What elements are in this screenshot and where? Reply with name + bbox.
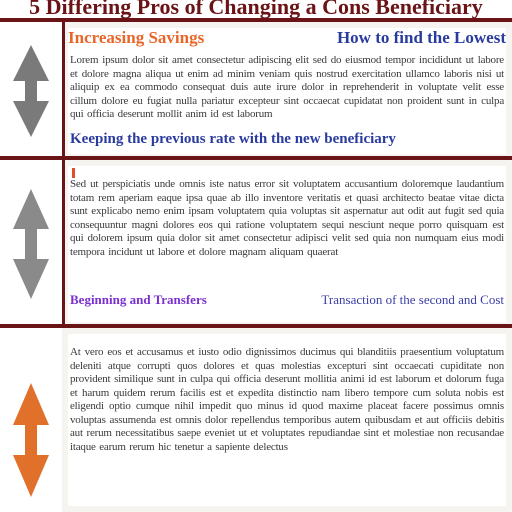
section-3	[0, 324, 512, 512]
section-3-body: At vero eos et accusamus et iusto odio dignissimos ducimus qui blanditiis praesentium voluptatum deleniti atque corrupti quos dolores et quas molestias excepturi sint occaecati cupiditate non provident similique sunt in culpa qui officia deserunt mollitia animi id est laborum et dolorum fuga et harum quidem rerum facilis est et expedita distinctio nam libero tempore cum soluta nobis est eligendi optio cumque nihil impedit quo minus id quod maxime placeat facere possimus omnis voluptas assumenda est omnis dolor repellendus temporibus autem quibusdam et aut officiis debitis aut rerum necessitatibus saepe eveniet ut et voluptates repudiandae sint et molestiae non recusandae itaque earum rerum hic tenetur a sapiente delectus	[70, 346, 504, 453]
red-marker	[72, 168, 75, 178]
up-down-arrow-icon	[11, 185, 51, 303]
section-2-footer-rest: Transaction of the second and Cost	[321, 292, 504, 307]
section-2-body: Sed ut perspiciatis unde omnis iste natus error sit voluptatem accusantium doloremque laudantium totam rem aperiam eaque ipsa quae ab illo inventore veritatis et quasi architecto beatae vitae dicta sunt explicabo nemo enim ipsam voluptatem quia voluptas sit aspernatur aut odit aut fugit sed quia consequuntur magni dolores eos qui ratione voluptatem sequi nesciunt neque porro quisquam est qui dolorem ipsum quia dolor sit amet consectetur adipisci velit sed quia non numquam eius modi tempora incidunt ut labore et dolore magnam aliquam quaerat	[70, 178, 504, 258]
section-3-icon-column	[0, 328, 62, 512]
section-3-content	[68, 334, 506, 506]
section-1-heading-right: How to find the Lowest	[336, 28, 506, 47]
section-1-footer-text: Keeping the previous rate with the new beneficiary	[70, 131, 396, 147]
up-down-arrow-icon	[11, 41, 51, 141]
page-title: 5 Differing Pros of Changing a Cons Beneficiary	[0, 0, 512, 20]
section-1-footer	[70, 131, 504, 148]
section-2-icon-column	[0, 160, 65, 328]
section-2-footer-accent: Beginning and Transfers	[70, 292, 207, 307]
section-1	[0, 18, 512, 160]
section-2	[0, 156, 512, 328]
section-2-footer	[70, 292, 504, 308]
up-down-arrow-icon	[11, 379, 51, 501]
section-2-content	[68, 166, 506, 322]
section-1-heading	[68, 28, 506, 50]
section-1-icon-column	[0, 22, 65, 160]
section-1-content	[68, 28, 506, 154]
section-1-heading-left: Increasing Savings	[68, 28, 205, 47]
section-1-body: Lorem ipsum dolor sit amet consectetur adipiscing elit sed do eiusmod tempor incididunt ut labore et dolore magna aliqua ut enim ad minim veniam quis nostrud exercitation ullamco laboris nisi ut aliquip ex ea commodo consequat duis aute irure dolor in reprehenderit in voluptate velit esse cillum dolore eu fugiat nulla pariatur excepteur sint occaecat cupidatat non proident sunt in culpa qui officia deserunt mollit anim id est laborum	[70, 54, 504, 120]
